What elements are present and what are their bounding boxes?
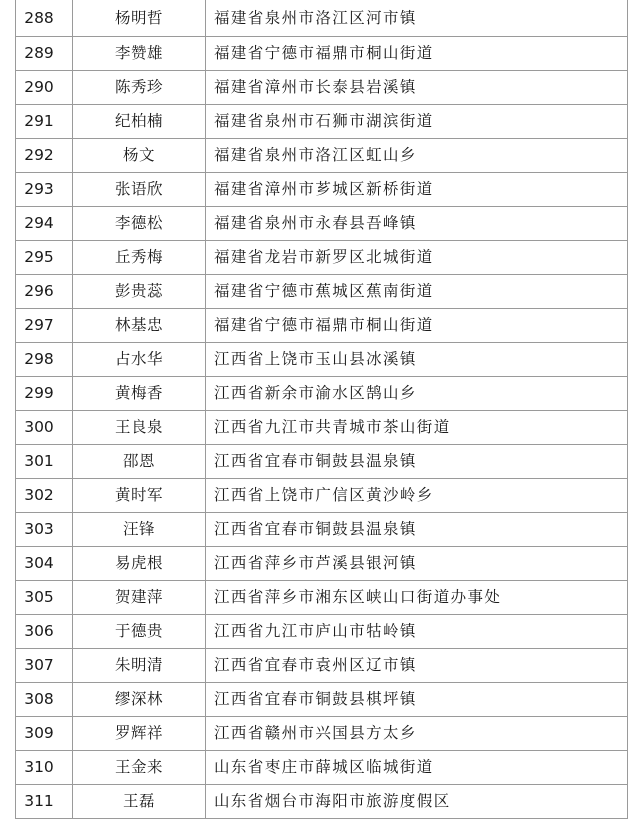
table-row [16, 309, 628, 343]
table-row [16, 0, 628, 37]
address-cell: 福建省泉州市洛江区虹山乡 [206, 139, 628, 173]
name-cell: 邵恩 [73, 445, 206, 479]
address-cell: 江西省上饶市广信区黄沙岭乡 [206, 479, 628, 513]
table-row [16, 445, 628, 479]
table-row [16, 411, 628, 445]
name-cell: 黄梅香 [73, 377, 206, 411]
roster-table-body [16, 0, 628, 819]
table-row [16, 207, 628, 241]
serial-number-cell: 309 [16, 717, 73, 751]
name-cell: 朱明清 [73, 649, 206, 683]
table-row [16, 785, 628, 819]
address-cell: 福建省宁德市蕉城区蕉南街道 [206, 275, 628, 309]
serial-number-cell: 293 [16, 173, 73, 207]
serial-number-cell: 299 [16, 377, 73, 411]
name-cell: 杨文 [73, 139, 206, 173]
serial-number-cell: 304 [16, 547, 73, 581]
table-row [16, 71, 628, 105]
address-cell: 江西省九江市庐山市牯岭镇 [206, 615, 628, 649]
address-cell: 江西省赣州市兴国县方太乡 [206, 717, 628, 751]
address-cell: 福建省泉州市永春县吾峰镇 [206, 207, 628, 241]
address-cell: 山东省烟台市海阳市旅游度假区 [206, 785, 628, 819]
address-cell: 江西省新余市渝水区鹄山乡 [206, 377, 628, 411]
name-cell: 张语欣 [73, 173, 206, 207]
name-cell: 纪柏楠 [73, 105, 206, 139]
name-cell: 易虎根 [73, 547, 206, 581]
table-row [16, 343, 628, 377]
serial-number-cell: 297 [16, 309, 73, 343]
serial-number-cell: 298 [16, 343, 73, 377]
serial-number-cell: 306 [16, 615, 73, 649]
address-cell: 福建省漳州市长泰县岩溪镇 [206, 71, 628, 105]
address-cell: 江西省上饶市玉山县冰溪镇 [206, 343, 628, 377]
serial-number-cell: 296 [16, 275, 73, 309]
serial-number-cell: 295 [16, 241, 73, 275]
name-cell: 缪深林 [73, 683, 206, 717]
address-cell: 福建省泉州市石狮市湖滨街道 [206, 105, 628, 139]
address-cell: 江西省萍乡市芦溪县银河镇 [206, 547, 628, 581]
table-row [16, 173, 628, 207]
address-cell: 江西省九江市共青城市茶山街道 [206, 411, 628, 445]
table-row [16, 377, 628, 411]
serial-number-cell: 311 [16, 785, 73, 819]
name-cell: 黄时军 [73, 479, 206, 513]
serial-number-cell: 292 [16, 139, 73, 173]
table-row [16, 581, 628, 615]
serial-number-cell: 290 [16, 71, 73, 105]
address-cell: 福建省泉州市洛江区河市镇 [206, 0, 628, 37]
address-cell: 江西省宜春市袁州区辽市镇 [206, 649, 628, 683]
name-cell: 贺建萍 [73, 581, 206, 615]
serial-number-cell: 303 [16, 513, 73, 547]
table-row [16, 547, 628, 581]
table-row [16, 105, 628, 139]
serial-number-cell: 294 [16, 207, 73, 241]
name-cell: 丘秀梅 [73, 241, 206, 275]
name-cell: 林基忠 [73, 309, 206, 343]
serial-number-cell: 301 [16, 445, 73, 479]
table-row [16, 241, 628, 275]
table-row [16, 649, 628, 683]
name-cell: 李赞雄 [73, 37, 206, 71]
serial-number-cell: 308 [16, 683, 73, 717]
table-row [16, 37, 628, 71]
address-cell: 福建省漳州市芗城区新桥街道 [206, 173, 628, 207]
address-cell: 江西省宜春市铜鼓县棋坪镇 [206, 683, 628, 717]
name-cell: 于德贵 [73, 615, 206, 649]
address-cell: 山东省枣庄市薛城区临城街道 [206, 751, 628, 785]
serial-number-cell: 300 [16, 411, 73, 445]
table-row [16, 139, 628, 173]
serial-number-cell: 307 [16, 649, 73, 683]
address-cell: 福建省宁德市福鼎市桐山街道 [206, 309, 628, 343]
name-cell: 陈秀珍 [73, 71, 206, 105]
name-cell: 王良泉 [73, 411, 206, 445]
address-cell: 江西省萍乡市湘东区峡山口街道办事处 [206, 581, 628, 615]
address-cell: 江西省宜春市铜鼓县温泉镇 [206, 513, 628, 547]
table-row [16, 275, 628, 309]
name-cell: 王磊 [73, 785, 206, 819]
address-cell: 江西省宜春市铜鼓县温泉镇 [206, 445, 628, 479]
table-row [16, 479, 628, 513]
serial-number-cell: 289 [16, 37, 73, 71]
table-row [16, 683, 628, 717]
table-row [16, 615, 628, 649]
serial-number-cell: 310 [16, 751, 73, 785]
serial-number-cell: 291 [16, 105, 73, 139]
address-cell: 福建省宁德市福鼎市桐山街道 [206, 37, 628, 71]
address-cell: 福建省龙岩市新罗区北城街道 [206, 241, 628, 275]
name-cell: 王金来 [73, 751, 206, 785]
name-cell: 占水华 [73, 343, 206, 377]
serial-number-cell: 305 [16, 581, 73, 615]
table-row [16, 513, 628, 547]
table-row [16, 751, 628, 785]
serial-number-cell: 302 [16, 479, 73, 513]
name-cell: 彭贵蕊 [73, 275, 206, 309]
name-cell: 罗辉祥 [73, 717, 206, 751]
name-cell: 杨明哲 [73, 0, 206, 37]
serial-number-cell: 288 [16, 0, 73, 37]
name-cell: 李德松 [73, 207, 206, 241]
roster-table [15, 0, 628, 819]
table-row [16, 717, 628, 751]
name-cell: 汪锋 [73, 513, 206, 547]
